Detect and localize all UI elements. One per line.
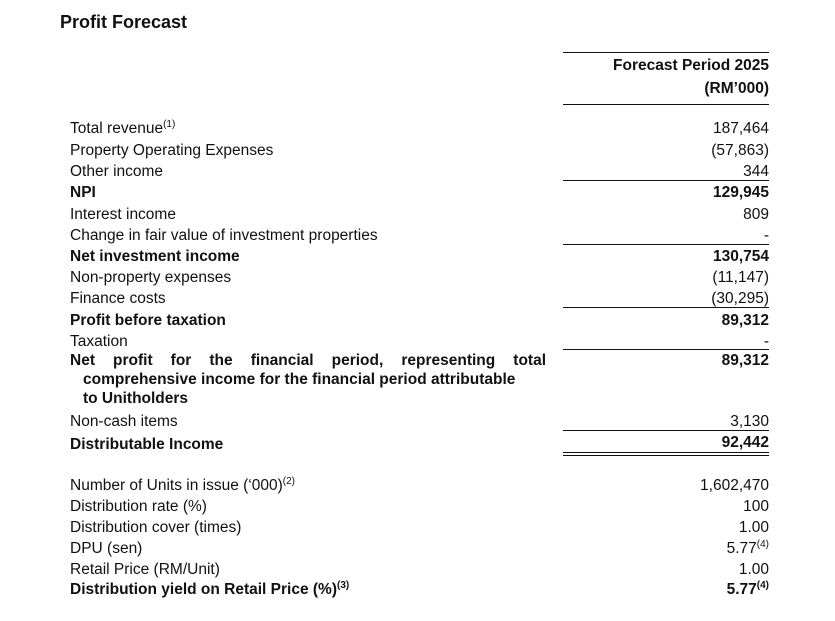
row-label: Total revenue$^{(1)}$	[70, 119, 176, 137]
footnote-marker: (4)	[756, 539, 769, 550]
subtotal-rule	[563, 430, 769, 431]
stat-label: Distribution rate (%)	[70, 498, 207, 515]
stat-label: Number of Units in issue (‘000)$^{(2)}$	[70, 476, 296, 494]
row-label-multiline	[70, 351, 546, 408]
row-value: (11,147)	[712, 269, 769, 286]
row-value: 89,312	[721, 352, 769, 369]
stat-label: Distribution cover (times)	[70, 519, 242, 536]
row-label: Profit before taxation	[70, 312, 226, 329]
row-label-line: Net profit for the financial period, representing total	[70, 352, 546, 369]
row-value: 809	[743, 206, 769, 223]
page-title: Profit Forecast	[60, 12, 188, 32]
row-value: (57,863)	[711, 142, 769, 159]
column-header-unit: (RM’000)	[563, 77, 769, 105]
subtotal-rule	[563, 349, 769, 350]
stat-value: 1.00	[738, 561, 769, 578]
row-label: Other income	[70, 163, 164, 180]
subtotal-rule	[563, 244, 769, 245]
footnote-marker: (1)	[163, 119, 176, 130]
footnote-marker: (3)	[336, 580, 350, 591]
row-value: (30,295)	[711, 290, 769, 307]
row-label: Interest income	[70, 206, 176, 223]
row-value: 89,312	[721, 312, 769, 329]
row-value: 129,945	[712, 184, 769, 201]
subtotal-rule	[563, 180, 769, 181]
stat-value: 1,602,470	[700, 477, 769, 494]
footnote-marker: (2)	[282, 476, 296, 487]
stat-value: 5.77$^{(4)}$	[726, 539, 769, 557]
stat-value: 5.77$^{(4)}$	[726, 580, 769, 598]
stat-label: DPU (sen)	[70, 540, 143, 557]
footnote-marker: (4)	[756, 580, 769, 591]
row-value: 92,442	[721, 434, 769, 451]
row-value: -	[763, 227, 769, 244]
row-value: 130,754	[712, 248, 769, 265]
row-label: Distributable Income	[70, 436, 224, 453]
row-label-line: to Unitholders	[83, 390, 189, 407]
column-header	[563, 52, 769, 105]
row-label: Net investment income	[70, 248, 240, 265]
total-rule	[563, 452, 769, 453]
stat-label: Distribution yield on Retail Price (%)$^{(3)}$	[70, 580, 350, 598]
row-label: Finance costs	[70, 290, 166, 307]
stat-value: 100	[743, 498, 769, 515]
row-value: 3,130	[730, 413, 769, 430]
total-rule	[563, 455, 769, 456]
row-label: Non-property expenses	[70, 269, 232, 286]
row-value: -	[763, 333, 769, 350]
row-label: Non-cash items	[70, 413, 178, 430]
row-value: 344	[743, 163, 769, 180]
subtotal-rule	[563, 307, 769, 308]
column-header-period: Forecast Period 2025	[613, 57, 769, 74]
row-label: Change in fair value of investment properties	[70, 227, 378, 244]
row-value: 187,464	[712, 120, 769, 137]
row-label: NPI	[70, 184, 96, 201]
row-label-line: comprehensive income for the financial period attributable	[83, 371, 516, 388]
row-label: Property Operating Expenses	[70, 142, 274, 159]
stat-value: 1.00	[738, 519, 769, 536]
row-label: Taxation	[70, 333, 128, 350]
stat-label: Retail Price (RM/Unit)	[70, 561, 220, 578]
